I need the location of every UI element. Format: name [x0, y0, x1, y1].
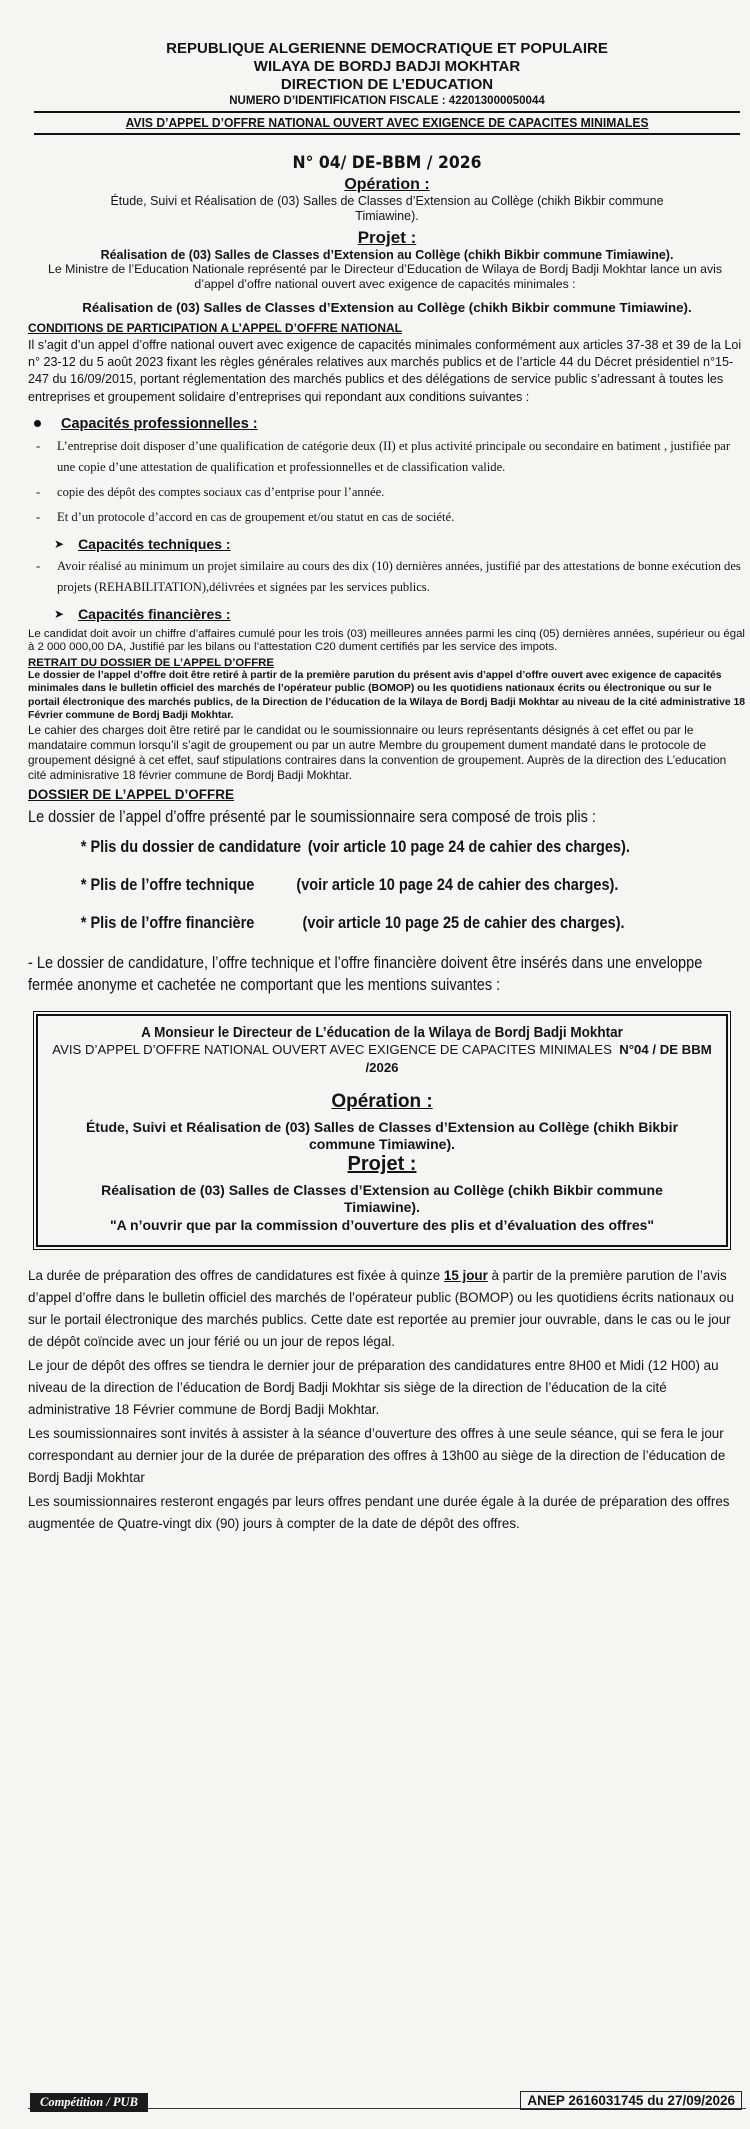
arrow-right-icon: ➤	[54, 606, 65, 621]
avis-title: AVIS D’APPEL D’OFFRE NATIONAL OUVERT AVEC EXIGENCE DE CAPACITES MINIMALES	[125, 115, 649, 130]
final-p3: Les soumissionnaires sont invités à assister à la séance d’ouverture des offres à une seule séance, qui se fera le jour correspondant au dernier jour de la durée de préparation des offres à 13h00 au siège de la direction de l’éducation de Bordj Badji Mokhtar	[28, 1426, 726, 1486]
notice-number: N° 04/ DE-BBM / 2026	[292, 153, 482, 173]
pli-item: * Plis de l’offre technique (voir article 10 page 24 de cahier des charges).	[80, 876, 619, 895]
header-wilaya: WILAYA DE BORDJ BADJI MOKHTAR	[253, 58, 521, 75]
capacites-fin-text: Le candidat doit avoir un chiffre d’affaires cumulé pour les trois (03) meilleures années parmi les cinq (05) dernières années, supérieur ou égal à 2 000 000,00 DA, Justifié par les bilans ou l’attestation C20 dument certifiés par les service des impots.	[28, 627, 745, 654]
operation-text: Étude, Suivi et Réalisation de (03) Salles de Classes d’Extension au Collège (chikh Bikbir commune Timiawine).	[110, 194, 664, 223]
bullet-icon	[34, 420, 41, 427]
projet-text: Réalisation de (03) Salles de Classes d’Extension au Collège (chikh Bikbir commune Timiawine).	[100, 248, 674, 262]
ministre-text: Le Ministre de l’Education Nationale représenté par le Directeur d’Education de Wilaya de Bordj Badji Mokhtar lance un avis d’appel d’offre national ouvert avec exigence de capacités minimales :	[48, 262, 722, 291]
header-republic: REPUBLIQUE ALGERIENNE DEMOCRATIQUE ET POPULAIRE	[166, 40, 608, 57]
header-nif: NUMERO D’IDENTIFICATION FISCALE : 422013000050044	[229, 95, 545, 107]
tender-notice	[28, 40, 746, 1535]
capacites-pro-item: - copie des dépôt des comptes sociaux cas d’entprise pour l’année.	[36, 484, 385, 499]
arrow-right-icon: ➤	[54, 536, 65, 551]
box-projet-title: Projet :	[347, 1153, 417, 1176]
capacites-tech-heading	[54, 536, 746, 552]
capacites-tech-title: Capacités techniques :	[78, 535, 231, 552]
footer-publisher: Compétition / PUB	[30, 2093, 148, 2112]
final-p1: La durée de préparation des offres de candidatures est fixée à quinze 15 jour à partir de la première parution de l’avis d’appel d’offre dans le bulletin officiel des marchés de l’opérateur public (BOMOP) ou les quotidiens écrits nationaux ou sur le portail électronique des marchés publics. Cette date est reportée au premier jour ouvrable, dans le cas ou le jour de dépôt coïncide avec un jour férié ou un jour de repos légal.	[28, 1268, 734, 1350]
box-avis: AVIS D’APPEL D’OFFRE NATIONAL OUVERT AVEC EXIGENCE DE CAPACITES MINIMALES N°04 / DE BBM /2026	[52, 1042, 712, 1076]
box-operation-text: Étude, Suivi et Réalisation de (03) Salles de Classes d’Extension au Collège (chikh Bikbir commune Timiawine).	[85, 1119, 679, 1153]
pli-item: * Plis du dossier de candidature (voir article 10 page 24 de cahier des charges).	[80, 838, 630, 857]
capacites-fin-heading	[54, 606, 746, 622]
box-destinataire: A Monsieur le Directeur de L’éducation de la Wilaya de Bordj Badji Mokhtar	[141, 1024, 623, 1042]
retrait-p1: Le dossier de l’appel d’offre doit être retiré à partir de la première parution du présent avis d’appel d’offre ouvert avec exigence de capacités minimales dans le bulletin officiel des marchés de l’opérateur public (BOMOP) ou les quotidiens nationaux écrits ou électronique ou sur le portail électronique des marchés publics, de la Direction de l’éducation de la Wilaya de Bordj Badji Mokhtar au niveau de la cité administrative 18 Février commune de Bordj Badji Mokhtar.	[28, 669, 746, 722]
envelope-box	[36, 1014, 728, 1247]
dossier-intro: Le dossier de l’appel d’offre présenté par le soumissionnaire sera composé de trois plis :	[28, 808, 596, 827]
pli-item: * Plis de l’offre financière (voir article 10 page 25 de cahier des charges).	[80, 914, 625, 933]
box-projet-text: Réalisation de (03) Salles de Classes d’Extension au Collège (chikh Bikbir commune Timiawine).	[101, 1182, 663, 1216]
enveloppe-text: - Le dossier de candidature, l’offre technique et l’offre financière doivent être insérés dans une enveloppe fermée anonyme et cachetée ne comportant que les mentions suivantes :	[28, 954, 703, 995]
capacites-tech-item: - Avoir réalisé au minimum un projet similaire au cours des dix (10) dernières années, justifié par des attestations de bonne exécution des projets (REHABILITATION),délivrées et signées par les services publics.	[36, 558, 741, 594]
projet-title: Projet :	[357, 228, 417, 247]
box-operation-title: Opération :	[331, 1091, 433, 1113]
header-direction: DIRECTION DE L’EDUCATION	[280, 76, 494, 93]
final-p2: Le jour de dépôt des offres se tiendra le dernier jour de préparation des candidatures entre 8H00 et Midi (12 H00) au niveau de la direction de l’éducation de Bordj Badji Mokhtar sis siège de la direction de l’éducation de la cité administrative 18 Février commune de Bordj Badji Mokhtar.	[28, 1358, 719, 1418]
box-mention: "A n’ouvrir que par la commission d’ouverture des plis et d’évaluation des offres"	[109, 1217, 655, 1234]
final-p4: Les soumissionnaires resteront engagés par leurs offres pendant une durée égale à la durée de préparation des offres augmentée de Quatre-vingt dix (90) jours à compter de la date de dépôt des offres.	[28, 1494, 730, 1532]
capacites-pro-item: - L’entreprise doit disposer d’une qualification de catégorie deux (II) et plus activité principale ou secondaire en batiment , justifiée par une copie d’une attestation de qualification et professionnelles et de classification valide.	[36, 438, 731, 474]
avis-title-bar	[34, 111, 740, 135]
capacites-fin-title: Capacités financières :	[78, 605, 231, 622]
dossier-title: DOSSIER DE L’APPEL D’OFFRE	[28, 787, 235, 803]
capacites-pro-item: - Et d’un protocole d’accord en cas de groupement et/ou statut en cas de société.	[36, 509, 455, 524]
operation-title: Opération :	[344, 176, 430, 193]
footer-reference: ANEP 2616031745 du 27/09/2026	[520, 2091, 742, 2110]
conditions-title: CONDITIONS DE PARTICIPATION A L’APPEL D’OFFRE NATIONAL	[28, 321, 403, 335]
conditions-text: Il s’agit d’un appel d’offre national ouvert avec exigence de capacités minimales conformément aux articles 37-38 et 39 de la Loi n° 23-12 du 5 août 2023 fixant les règles générales relatives aux marchés publics et de l’article 44 du Décret présidentiel n°15-247 du 16/09/2015, portant réglementation des marchés publics et des délégations de service public s’adressant à toutes les entreprises et groupement solidaire d’entreprises qui repondant aux conditions suivantes :	[28, 338, 742, 404]
final-section	[28, 1265, 746, 1535]
capacites-pro-heading	[34, 416, 746, 432]
retrait-title: RETRAIT DU DOSSIER DE L’APPEL D’OFFRE	[28, 656, 274, 669]
realisation-text: Réalisation de (03) Salles de Classes d’Extension au Collège (chikh Bikbir commune Timiawine).	[82, 300, 692, 315]
retrait-p2: Le cahier des charges doit être retiré par le candidat ou le soumissionnaire ou leurs représentants désignés à cet effet ou par le mandataire commun lorsqu’il s’agit de groupement ou par un autre Membre du groupement dument mandaté dans le protocole de groupement désigné à cet effet, sauf stipulations contraires dans la convention de groupement. Auprès de la direction des L’education cité adminisrative 18 février commune de Bordj Badji Mokhtar.	[28, 723, 727, 783]
capacites-pro-title: Capacités professionnelles :	[61, 415, 258, 432]
